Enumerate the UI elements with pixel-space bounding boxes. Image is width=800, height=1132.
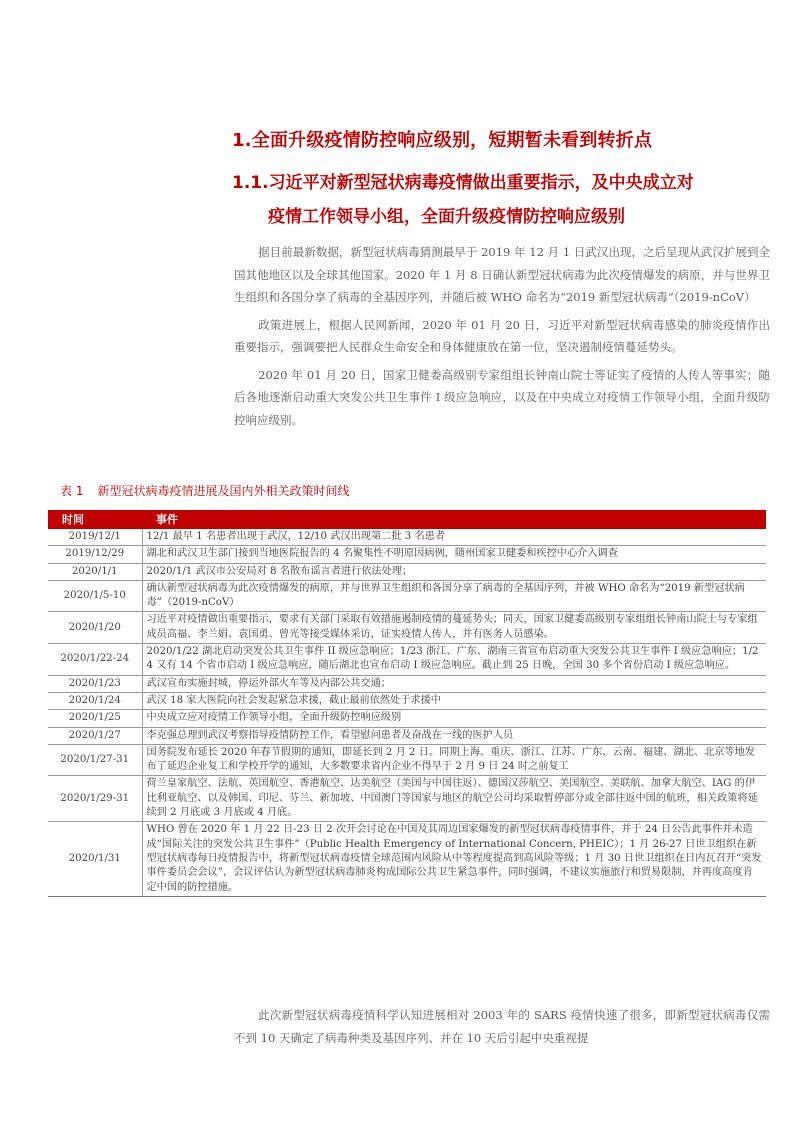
row-event: 国务院发布延长 2020 年春节假期的通知，即延长到 2 月 2 日。同期上海、重庆、浙江、江苏、广东、云南、福建、湖北、北京等地发布了延迟企业复工和学校开学的通知，大多数要求省内企业不得早于 2 月 9 日 24 时之前复工 bbox=[142, 744, 766, 776]
row-date: 2020/1/23 bbox=[48, 675, 142, 692]
table-header-row bbox=[48, 510, 766, 528]
row-event: 荷兰皇家航空、法航、英国航空、香港航空、达美航空（美国与中国往返）、德国汉莎航空、美国航空、美联航、加拿大航空、IAG 的伊比利亚航空、以及韩国、印尼、芬兰、新加坡、中国澳门等国家与地区的航空公司均采取暂停部分或全部往返中国的航班，相关政策将延续到 2 月底或 3 月底或 4 月底。 bbox=[142, 776, 766, 822]
closing-paragraph: 此次新型冠状病毒疫情科学认知进展相对 2003 年的 SARS 疫情快速了很多，即新型冠状病毒仅需不到 10 天确定了病毒种类及基因序列、并在 10 天后引起中央重视提 bbox=[234, 1008, 770, 1045]
table-caption-label: 表 1 bbox=[60, 484, 84, 498]
row-event: 确认新型冠状病毒为此次疫情爆发的病原，并与世界卫生组织和各国分享了病毒的全基因序列，并被 WHO 命名为“2019 新型冠状病毒”（2019-nCoV） bbox=[142, 580, 766, 612]
table-row bbox=[48, 528, 766, 546]
row-date: 2020/1/1 bbox=[48, 563, 142, 580]
row-date: 2020/1/31 bbox=[48, 822, 142, 896]
row-event: 2020/1/1 武汉市公安局对 8 名散布谣言者进行依法处理； bbox=[142, 563, 766, 580]
row-date: 2020/1/22-24 bbox=[48, 644, 142, 676]
table-row bbox=[48, 776, 766, 822]
subsection-heading-line-1: 1.1.习近平对新型冠状病毒疫情做出重要指示，及中央成立对 bbox=[232, 173, 694, 193]
intro-body bbox=[234, 241, 770, 431]
section-heading: 1.全面升级疫情防控响应级别，短期暂未看到转折点 bbox=[232, 130, 653, 151]
subsection-heading-line-2: 疫情工作领导小组，全面升级疫情防控响应级别 bbox=[268, 207, 625, 227]
row-date: 2020/1/5-10 bbox=[48, 580, 142, 612]
table-row bbox=[48, 546, 766, 563]
table-row bbox=[48, 675, 766, 692]
table-caption-title: 新型冠状病毒疫情进展及国内外相关政策时间线 bbox=[97, 484, 350, 498]
row-date: 2020/1/27-31 bbox=[48, 744, 142, 776]
table-caption bbox=[60, 482, 349, 499]
table-row bbox=[48, 644, 766, 676]
table-row bbox=[48, 727, 766, 744]
row-event: 李克强总理到武汉考察指导疫情防控工作，看望慰问患者及奋战在一线的医护人员 bbox=[142, 727, 766, 744]
row-event: 武汉宣布实施封城，停运外部火车等及内部公共交通； bbox=[142, 675, 766, 692]
intro-paragraph: 2020 年 01 月 20 日，国家卫健委高级别专家组组长钟南山院士等证实了疫情的人传人等事实；随后各地逐渐启动重大突发公共卫生事件 I 级应急响应，以及在中央成立对疫情工作领导小组，全面升级防控响应级别。 bbox=[234, 367, 770, 427]
row-event: 武汉 18 家大医院向社会发起紧急求援，截止最前依然处于求援中 bbox=[142, 692, 766, 709]
row-event: 12/1 最早 1 名患者出现于武汉，12/10 武汉出现第二批 3 名患者 bbox=[142, 528, 766, 546]
row-date: 2020/1/20 bbox=[48, 612, 142, 644]
header-date: 时间 bbox=[48, 510, 142, 528]
row-date: 2020/1/24 bbox=[48, 692, 142, 709]
row-date: 2020/1/27 bbox=[48, 727, 142, 744]
table-row bbox=[48, 692, 766, 709]
intro-paragraph: 政策进展上，根据人民网新闻，2020 年 01 月 20 日，习近平对新型冠状病毒感染的肺炎疫情作出重要指示，强调要把人民群众生命安全和身体健康放在第一位，坚决遏制疫情蔓延势头。 bbox=[234, 317, 770, 354]
row-date: 2019/12/1 bbox=[48, 528, 142, 546]
table-row bbox=[48, 563, 766, 580]
row-event: 中央成立应对疫情工作领导小组，全面升级防控响应级别 bbox=[142, 710, 766, 727]
table-row bbox=[48, 580, 766, 612]
header-event: 事件 bbox=[142, 510, 766, 528]
table-row bbox=[48, 612, 766, 644]
table-row bbox=[48, 822, 766, 896]
table-row bbox=[48, 710, 766, 727]
row-event: 2020/1/22 湖北启动突发公共卫生事件 II 级应急响应；1/23 浙江、广东、湖南三省宣布启动重大突发公共卫生事件 I 级应急响应；1/24 又有 14 个省市启动 I 级应急响应，随后湖北也宣布启动 I 级应急响应。截止到 25 日晚，全国 30 多个省份启动 I 级应急响应。 bbox=[142, 644, 766, 676]
closing-body bbox=[234, 1004, 770, 1049]
row-event: WHO 曾在 2020 年 1 月 22 日-23 日 2 次开会讨论在中国及其周边国家爆发的新型冠状病毒疫情事件，并于 24 日公告此事件并未造成“国际关注的突发公共卫生事件”（Public Health Emergency of International Concern, PHEIC）；1 月 26-27 日世卫组织在新型冠状病毒每日疫情报告中，将新型冠状病毒疫情全球范围内风险从中等程度提高到高风险等级；1 月 30 日世卫组织在日内瓦召开“突发事件委员会会议”，会议评估认为新型冠状病毒肺炎构成国际公共卫生紧急事件，同时强调，不建议实施旅行和贸易限制，并再度高度肯定中国的防控措施。 bbox=[142, 822, 766, 896]
subsection-heading bbox=[232, 166, 772, 234]
row-date: 2020/1/29-31 bbox=[48, 776, 142, 822]
row-date: 2019/12/29 bbox=[48, 546, 142, 563]
table-row bbox=[48, 744, 766, 776]
row-event: 习近平对疫情做出重要指示，要求有关部门采取有效措施遏制疫情的蔓延势头；同天，国家卫健委高级别专家组组长钟南山院士与专家组成员高福、李兰娟、袁国勇、曾光等接受媒体采访，证实疫情人传人，并有医务人员感染。 bbox=[142, 612, 766, 644]
row-event: 湖北和武汉卫生部门接到当地医院报告的 4 名聚集性不明原因病例，随州国家卫健委和疾控中心介入调查 bbox=[142, 546, 766, 563]
row-date: 2020/1/25 bbox=[48, 710, 142, 727]
timeline-table bbox=[48, 510, 766, 897]
intro-paragraph: 据目前最新数据，新型冠状病毒猜测最早于 2019 年 12 月 1 日武汉出现，之后呈现从武汉扩展到全国其他地区以及全球其他国家。2020 年 1 月 8 日确认新型冠状病毒为此次疫情爆发的病原，并与世界卫生组织和各国分享了病毒的全基因序列，并随后被 WHO 命名为“2019 新型冠状病毒”（2019-nCoV） bbox=[234, 245, 770, 304]
